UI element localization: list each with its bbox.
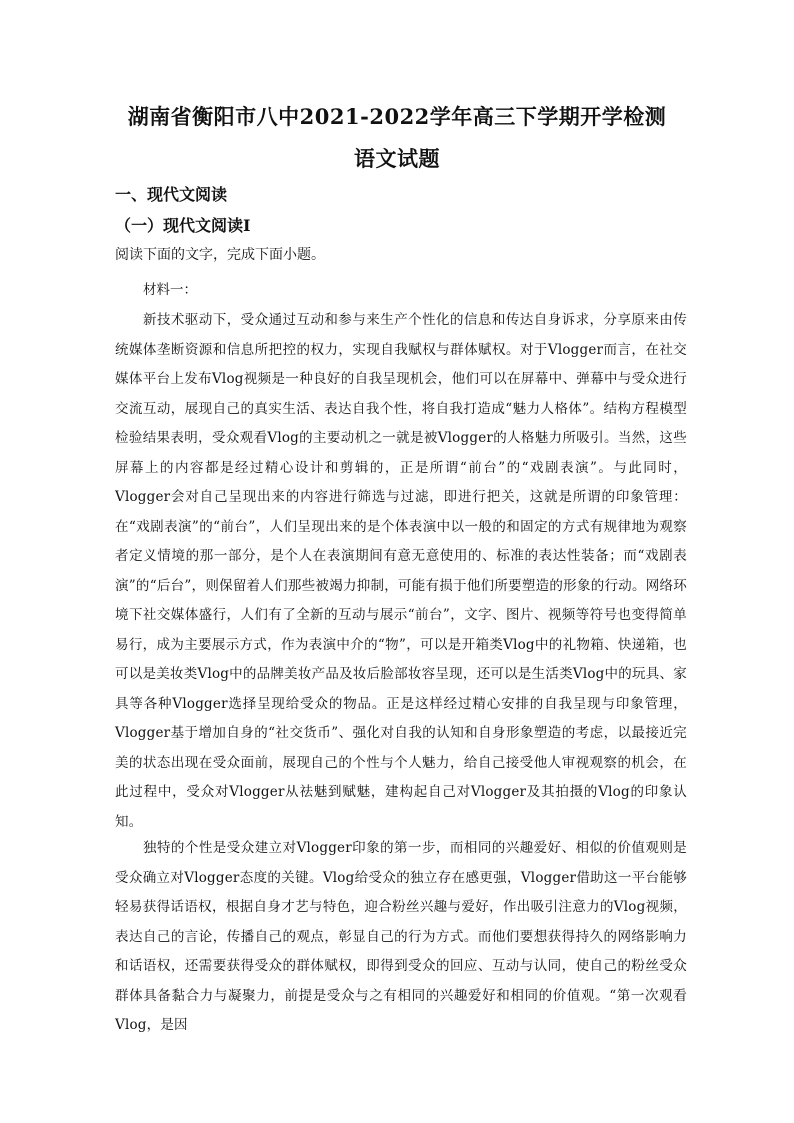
paragraph-2: 独特的个性是受众建立对Vlogger印象的第一步，而相同的兴趣爱好、相似的价值观则是受众确立对Vlogger态度的关键。Vlog给受众的独立存在感更强，Vlogger借助这一平台能够轻易获得话语权，根据自身才艺与特色，迎合粉丝兴趣与爱好，作出吸引注意力的Vlog视频，表达自己的言论，传播自己的观点，彰显自己的行为方式。而他们要想获得持久的网络影响力和话语权，还需要获得受众的群体赋权，即得到受众的回应、互动与认同，使自己的粉丝受众群体具备黏合力与凝聚力，前提是受众与之有相同的兴趣爱好和相同的价值观。“第一次观看Vlog，是因 [115, 840, 687, 1033]
paragraph-1: 新技术驱动下，受众通过互动和参与来生产个性化的信息和传达自身诉求，分享原来由传统媒体垄断资源和信息所把控的权力，实现自我赋权与群体赋权。对于Vlogger而言，在社交媒体平台上发布Vlog视频是一种良好的自我呈现机会，他们可以在屏幕中、弹幕中与受众进行交流互动，展现自己的真实生活、表达自我个性，将自我打造成“魅力人格体”。结构方程模型检验结果表明，受众观看Vlog的主要动机之一就是被Vlogger的人格魅力所吸引。当然，这些屏幕上的内容都是经过精心设计和剪辑的，正是所谓“前台”的“戏剧表演”。与此同时，Vlogger会对自己呈现出来的内容进行筛选与过滤，即进行把关，这就是所谓的印象管理：在“戏剧表演”的“前台”，人们呈现出来的是个体表演中以一般的和固定的方式有规律地为观察者定义情境的那一部分，是个人在表演期间有意无意使用的、标准的表达性装备；而“戏剧表演”的“后台”，则保留着人们那些被竭力抑制，可能有损于他们所要塑造的形象的行动。网络环境下社交媒体盛行，人们有了全新的互动与展示“前台”，文字、图片、视频等符号也变得简单易行，成为主要展示方式，作为表演中介的“物”，可以是开箱类Vlog中的礼物箱、快递箱，也可以是美妆类Vlog中的品牌美妆产品及妆后脸部妆容呈现，还可以是生活类Vlog中的玩具、家具等各种Vlogger选择呈现给受众的物品。正是这样经过精心安排的自我呈现与印象管理，Vlogger基于增加自身的“社交货币”、强化对自我的认知和自身形象塑造的考虑，以最接近完美的状态出现在受众面前，展现自己的个性与个人魅力，给自己接受他人审视观察的机会，在此过程中，受众对Vlogger从祛魅到赋魅，建构起自己对Vlogger及其拍摄的Vlog的印象认知。 [115, 312, 687, 830]
document-subtitle: 语文试题 [354, 146, 440, 171]
subsection-heading: （一）现代文阅读Ⅰ [115, 216, 251, 235]
section-heading: 一、现代文阅读 [115, 185, 228, 204]
reading-instruction: 阅读下面的文字，完成下面小题。 [115, 247, 325, 263]
document-title: 湖南省衡阳市八中2021-2022学年高三下学期开学检测 [127, 104, 667, 129]
material-label: 材料一： [143, 282, 197, 298]
